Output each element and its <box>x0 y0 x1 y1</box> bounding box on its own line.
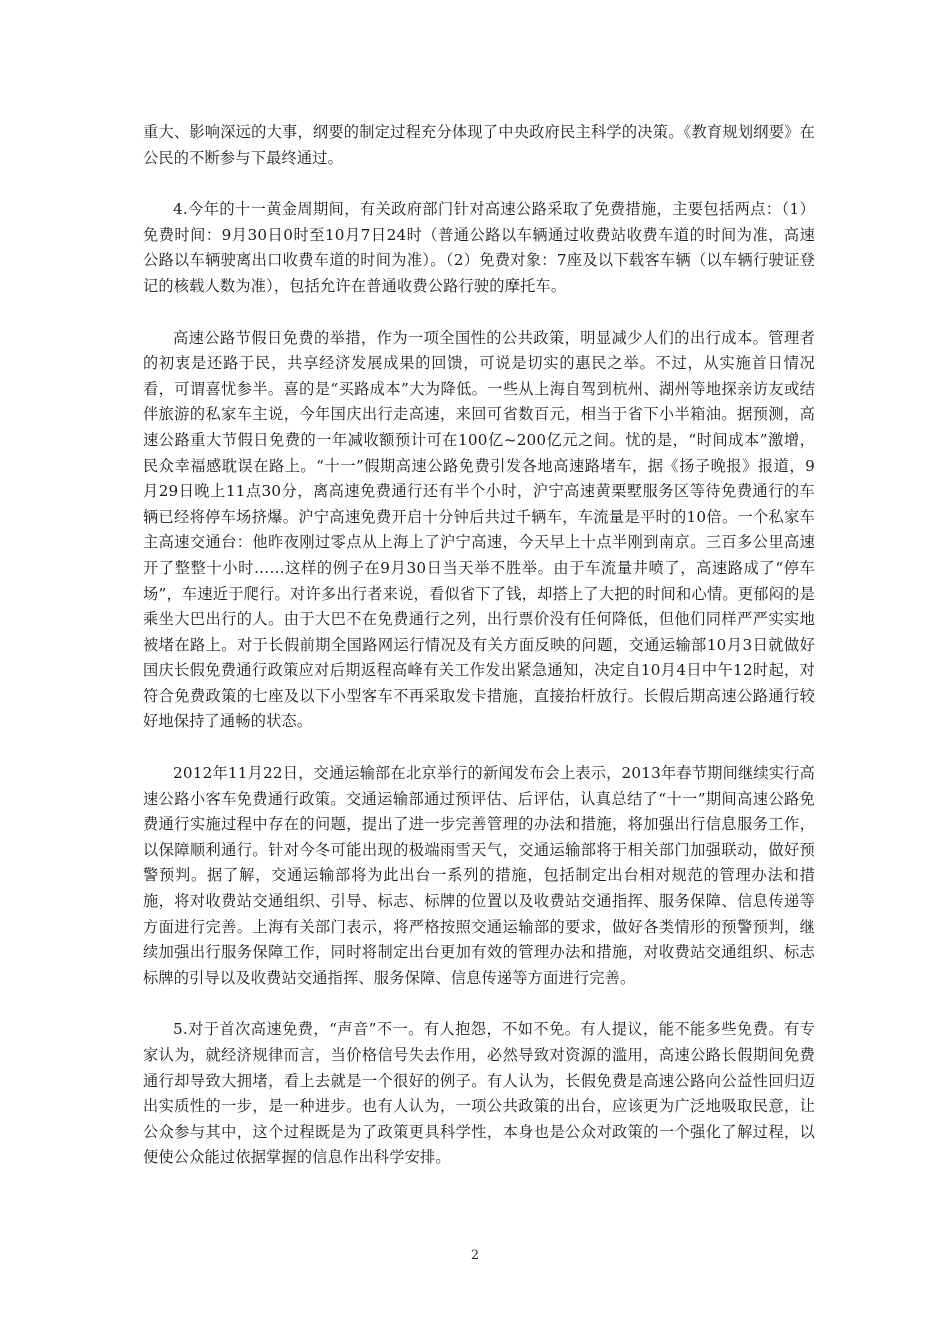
document-body <box>143 120 815 1197</box>
paragraph-highway-free-analysis: 高速公路节假日免费的举措，作为一项全国性的公共政策，明显减少人们的出行成本。管理者的初衷是还路于民，共享经济发展成果的回馈，可说是切实的惠民之举。不过，从实施首日情况看，可谓喜忧参半。喜的是“买路成本”大为降低。一些从上海自驾到杭州、湖州等地探亲访友或结伴旅游的私家车主说，今年国庆出行走高速，来回可省数百元，相当于省下小半箱油。据预测，高速公路重大节假日免费的一年减收额预计可在100亿~200亿元之间。忧的是，“时间成本”激增，民众幸福感耽误在路上。“十一”假期高速公路免费引发各地高速路堵车，据《扬子晚报》报道，9月29日晚上11点30分，离高速免费通行还有半个小时，沪宁高速黄栗墅服务区等待免费通行的车辆已经将停车场挤爆。沪宁高速免费开启十分钟后共过千辆车，车流量是平时的10倍。一个私家车主高速交通台：他昨夜刚过零点从上海上了沪宁高速，今天早上十点半刚到南京。三百多公里高速开了整整十小时……这样的例子在9月30日当天举不胜举。由于车流量井喷了，高速路成了“停车场”，车速近于爬行。对许多出行者来说，看似省下了钱，却搭上了大把的时间和心情。更郁闷的是乘坐大巴出行的人。由于大巴不在免费通行之列，出行票价没有任何降低，但他们同样严严实实地被堵在路上。对于长假前期全国路网运行情况及有关方面反映的问题，交通运输部10月3日就做好国庆长假免费通行政策应对后期返程高峰有关工作发出紧急通知，决定自10月4日中午12时起，对符合免费政策的七座及以下小型客车不再采取发卡措施，直接抬杆放行。长假后期高速公路通行较好地保持了通畅的状态。 <box>143 328 815 731</box>
paragraph-continued: 重大、影响深远的大事，纲要的制定过程充分体现了中央政府民主科学的决策。《教育规划纲要》在公民的不断参与下最终通过。 <box>143 123 815 167</box>
paragraph-2013-policy: 2012年11月22日，交通运输部在北京举行的新闻发布会上表示，2013年春节期间继续实行高速公路小客车免费通行政策。交通运输部通过预评估、后评估，认真总结了“十一”期间高速公路免费通行实施过程中存在的问题，提出了进一步完善管理的办法和措施，将加强出行信息服务工作，以保障顺利通行。针对今冬可能出现的极端雨雪天气，交通运输部将于相关部门加强联动，做好预警预判。据了解，交通运输部将为此出台一系列的措施，包括制定出台相对规范的管理办法和措施，将对收费站交通组织、引导、标志、标牌的位置以及收费站交通指挥、服务保障、信息传递等方面进行完善。上海有关部门表示，将严格按照交通运输部的要求，做好各类情形的预警预判，继续加强出行服务保障工作，同时将制定出台更加有效的管理办法和措施，对收费站交通组织、标志标牌的引导以及收费站交通指挥、服务保障、信息传递等方面进行完善。 <box>143 764 815 987</box>
paragraph-item-4: 4.今年的十一黄金周期间，有关政府部门针对高速公路采取了免费措施，主要包括两点：（1）免费时间：9月30日0时至10月7日24时（普通公路以车辆通过收费站收费车道的时间为准，高速公路以车辆驶离出口收费车道的时间为准）。（2）免费对象：7座及以下载客车辆（以车辆行驶证登记的核载人数为准），包括允许在普通收费公路行驶的摩托车。 <box>143 200 815 295</box>
page-number: 2 <box>470 1248 480 1263</box>
paragraph-item-5: 5.对于首次高速免费，“声音”不一。有人抱怨，不如不免。有人提议，能不能多些免费。有专家认为，就经济规律而言，当价格信号失去作用，必然导致对资源的滥用，高速公路长假期间免费通行却导致大拥堵，看上去就是一个很好的例子。有人认为，长假免费是高速公路向公益性回归迈出实质性的一步，是一种进步。也有人认为，一项公共政策的出台，应该更为广泛地吸取民意，让公众参与其中，这个过程既是为了政策更具科学性，本身也是公众对政策的一个强化了解过程，以便使公众能过依据掌握的信息作出科学安排。 <box>143 1020 815 1167</box>
